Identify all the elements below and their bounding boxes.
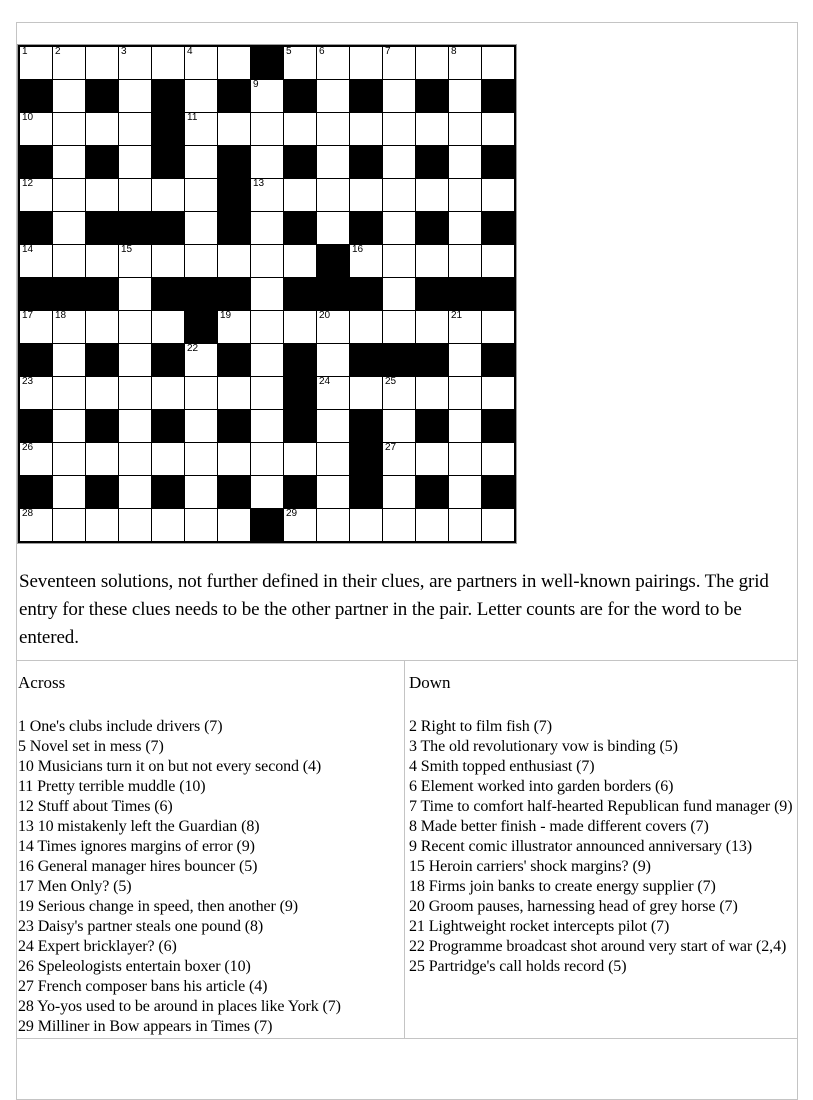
grid-cell-white: [284, 311, 316, 343]
grid-cell-black: [350, 80, 382, 112]
across-clue-5: 5 Novel set in mess (7): [18, 738, 164, 755]
grid-cell-white: [482, 509, 514, 541]
grid-cell-black: [350, 278, 382, 310]
grid-cell-white: [53, 245, 85, 277]
grid-cell-white: [119, 476, 151, 508]
grid-cell-white: [383, 113, 415, 145]
grid-cell-white: [185, 245, 217, 277]
grid-cell-white: [251, 146, 283, 178]
grid-cell-white: [119, 344, 151, 376]
grid-cell-black: [416, 80, 448, 112]
grid-cell-black: [482, 344, 514, 376]
down-clue-7: 7 Time to comfort half-hearted Republican fund manager (9): [409, 798, 793, 815]
grid-cell-white: [185, 476, 217, 508]
grid-cell-black: [251, 509, 283, 541]
grid-cell-white: [251, 344, 283, 376]
grid-cell-black: [482, 80, 514, 112]
across-clue-29: 29 Milliner in Bow appears in Times (7): [18, 1018, 273, 1035]
across-clue-19: 19 Serious change in speed, then another (9): [18, 898, 298, 915]
down-clue-15: 15 Heroin carriers' shock margins? (9): [409, 858, 651, 875]
grid-cell-white: [251, 80, 283, 112]
grid-cell-black: [20, 80, 52, 112]
grid-cell-white: [317, 311, 349, 343]
across-clue-23: 23 Daisy's partner steals one pound (8): [18, 918, 264, 935]
grid-cell-white: [86, 509, 118, 541]
grid-cell-white: [383, 311, 415, 343]
grid-cell-white: [416, 443, 448, 475]
grid-cell-black: [449, 278, 481, 310]
grid-cell-white: [317, 146, 349, 178]
grid-cell-white: [20, 113, 52, 145]
grid-cell-number: 9: [253, 79, 259, 90]
grid-cell-black: [350, 443, 382, 475]
grid-cell-number: 6: [319, 46, 325, 57]
grid-cell-white: [383, 179, 415, 211]
grid-cell-white: [383, 509, 415, 541]
grid-cell-black: [284, 146, 316, 178]
grid-cell-white: [284, 47, 316, 79]
across-clue-11: 11 Pretty terrible muddle (10): [18, 778, 206, 795]
grid-cell-black: [152, 113, 184, 145]
grid-cell-black: [218, 344, 250, 376]
grid-cell-number: 19: [220, 310, 232, 321]
grid-cell-white: [53, 476, 85, 508]
grid-cell-white: [53, 509, 85, 541]
grid-cell-white: [383, 47, 415, 79]
grid-cell-white: [119, 146, 151, 178]
grid-cell-white: [482, 47, 514, 79]
grid-cell-black: [482, 146, 514, 178]
grid-cell-black: [152, 278, 184, 310]
grid-cell-number: 10: [22, 112, 34, 123]
grid-cell-white: [185, 443, 217, 475]
grid-cell-white: [317, 509, 349, 541]
down-clue-20: 20 Groom pauses, harnessing head of grey horse (7): [409, 898, 738, 915]
grid-cell-number: 12: [22, 178, 34, 189]
grid-cell-white: [86, 179, 118, 211]
grid-cell-black: [284, 377, 316, 409]
grid-cell-white: [383, 410, 415, 442]
grid-cell-white: [53, 410, 85, 442]
grid-cell-white: [251, 377, 283, 409]
grid-cell-white: [53, 80, 85, 112]
grid-cell-number: 8: [451, 46, 457, 57]
grid-cell-white: [218, 245, 250, 277]
grid-cell-white: [53, 47, 85, 79]
grid-cell-white: [317, 377, 349, 409]
grid-cell-black: [20, 278, 52, 310]
grid-cell-white: [185, 113, 217, 145]
grid-cell-black: [284, 476, 316, 508]
grid-cell-white: [119, 113, 151, 145]
grid-cell-black: [86, 80, 118, 112]
grid-cell-white: [482, 377, 514, 409]
grid-cell-black: [416, 212, 448, 244]
crossword-grid: [18, 45, 516, 543]
grid-cell-black: [218, 179, 250, 211]
grid-cell-white: [350, 179, 382, 211]
grid-cell-white: [317, 476, 349, 508]
grid-cell-black: [86, 212, 118, 244]
grid-cell-white: [416, 47, 448, 79]
grid-cell-black: [185, 278, 217, 310]
grid-cell-white: [53, 344, 85, 376]
grid-cell-white: [152, 509, 184, 541]
grid-cell-black: [218, 80, 250, 112]
grid-cell-white: [383, 278, 415, 310]
grid-cell-black: [284, 80, 316, 112]
grid-cell-white: [416, 113, 448, 145]
across-clue-12: 12 Stuff about Times (6): [18, 798, 173, 815]
grid-cell-number: 22: [187, 343, 199, 354]
across-clue-17: 17 Men Only? (5): [18, 878, 132, 895]
grid-cell-white: [251, 278, 283, 310]
grid-cell-white: [185, 509, 217, 541]
grid-cell-white: [383, 245, 415, 277]
grid-cell-black: [317, 245, 349, 277]
grid-cell-white: [185, 179, 217, 211]
grid-cell-white: [449, 212, 481, 244]
grid-cell-white: [251, 443, 283, 475]
grid-cell-black: [152, 80, 184, 112]
down-clue-3: 3 The old revolutionary vow is binding (5): [409, 738, 678, 755]
grid-cell-black: [20, 410, 52, 442]
grid-cell-black: [350, 212, 382, 244]
grid-cell-white: [152, 47, 184, 79]
grid-cell-white: [449, 245, 481, 277]
grid-cell-white: [53, 179, 85, 211]
grid-cell-black: [86, 410, 118, 442]
grid-cell-black: [482, 476, 514, 508]
grid-cell-white: [20, 509, 52, 541]
grid-cell-white: [251, 113, 283, 145]
grid-cell-white: [86, 377, 118, 409]
down-clue-22: 22 Programme broadcast shot around very start of war (2,4): [409, 938, 787, 955]
grid-cell-black: [317, 278, 349, 310]
grid-cell-white: [284, 179, 316, 211]
grid-cell-white: [416, 245, 448, 277]
across-clue-13: 13 10 mistakenly left the Guardian (8): [18, 818, 260, 835]
down-column: [405, 661, 797, 1038]
grid-cell-black: [416, 278, 448, 310]
grid-cell-white: [152, 377, 184, 409]
grid-cell-white: [218, 113, 250, 145]
grid-cell-black: [20, 212, 52, 244]
grid-cell-white: [416, 377, 448, 409]
grid-cell-black: [152, 146, 184, 178]
grid-cell-number: 1: [22, 46, 28, 57]
grid-cell-white: [53, 311, 85, 343]
grid-cell-white: [317, 113, 349, 145]
grid-cell-white: [185, 80, 217, 112]
across-clue-28: 28 Yo-yos used to be around in places like York (7): [18, 998, 341, 1015]
grid-cell-white: [383, 476, 415, 508]
grid-cell-white: [218, 311, 250, 343]
grid-cell-white: [449, 146, 481, 178]
grid-cell-white: [284, 113, 316, 145]
grid-cell-white: [20, 47, 52, 79]
grid-cell-black: [482, 410, 514, 442]
grid-cell-white: [251, 311, 283, 343]
across-column: [17, 661, 405, 1038]
grid-cell-number: 16: [352, 244, 364, 255]
grid-cell-white: [218, 377, 250, 409]
grid-cell-black: [152, 212, 184, 244]
grid-cell-white: [53, 377, 85, 409]
grid-cell-white: [482, 443, 514, 475]
grid-cell-white: [416, 509, 448, 541]
across-heading: Across: [18, 673, 66, 692]
grid-cell-white: [119, 443, 151, 475]
grid-cell-number: 3: [121, 46, 127, 57]
grid-cell-number: 13: [253, 178, 265, 189]
down-clue-9: 9 Recent comic illustrator announced anniversary (13): [409, 838, 753, 855]
grid-cell-number: 26: [22, 442, 34, 453]
grid-cell-black: [152, 410, 184, 442]
grid-cell-white: [185, 410, 217, 442]
grid-cell-black: [185, 311, 217, 343]
grid-cell-number: 28: [22, 508, 34, 519]
grid-cell-black: [218, 278, 250, 310]
grid-cell-white: [20, 245, 52, 277]
grid-cell-number: 14: [22, 244, 34, 255]
grid-cell-black: [284, 212, 316, 244]
grid-cell-white: [350, 47, 382, 79]
grid-cell-white: [218, 47, 250, 79]
grid-cell-white: [350, 245, 382, 277]
grid-cell-white: [383, 212, 415, 244]
grid-cell-white: [152, 311, 184, 343]
grid-cell-white: [350, 311, 382, 343]
down-clue-2: 2 Right to film fish (7): [409, 718, 552, 735]
grid-cell-black: [383, 344, 415, 376]
grid-cell-white: [317, 443, 349, 475]
grid-cell-white: [449, 344, 481, 376]
grid-cell-black: [482, 212, 514, 244]
grid-cell-number: 7: [385, 46, 391, 57]
grid-cell-white: [86, 245, 118, 277]
across-clue-27: 27 French composer bans his article (4): [18, 978, 268, 995]
across-clue-16: 16 General manager hires bouncer (5): [18, 858, 258, 875]
grid-cell-number: 4: [187, 46, 193, 57]
down-clue-6: 6 Element worked into garden borders (6): [409, 778, 674, 795]
grid-cell-black: [284, 410, 316, 442]
grid-cell-white: [251, 245, 283, 277]
grid-cell-white: [251, 212, 283, 244]
grid-cell-black: [218, 410, 250, 442]
grid-cell-white: [284, 509, 316, 541]
empty-bottom-row: [17, 1039, 797, 1099]
grid-cell-white: [218, 509, 250, 541]
grid-cell-white: [251, 179, 283, 211]
grid-cell-white: [86, 47, 118, 79]
grid-cell-white: [317, 47, 349, 79]
grid-cell-black: [86, 344, 118, 376]
grid-cell-black: [416, 476, 448, 508]
grid-cell-black: [20, 344, 52, 376]
grid-cell-white: [383, 377, 415, 409]
grid-cell-white: [86, 311, 118, 343]
grid-cell-white: [449, 509, 481, 541]
grid-cell-white: [119, 377, 151, 409]
grid-cell-white: [152, 245, 184, 277]
grid-cell-white: [317, 344, 349, 376]
grid-cell-white: [350, 113, 382, 145]
grid-cell-black: [416, 146, 448, 178]
grid-cell-white: [482, 179, 514, 211]
grid-cell-white: [185, 377, 217, 409]
grid-cell-white: [317, 179, 349, 211]
grid-cell-number: 21: [451, 310, 463, 321]
grid-cell-white: [251, 410, 283, 442]
grid-cell-white: [350, 377, 382, 409]
grid-cell-black: [218, 146, 250, 178]
grid-cell-white: [416, 311, 448, 343]
grid-cell-white: [119, 410, 151, 442]
grid-cell-black: [416, 344, 448, 376]
puzzle-sheet: [16, 22, 798, 1100]
grid-cell-white: [416, 179, 448, 211]
grid-cell-white: [284, 443, 316, 475]
grid-cell-black: [53, 278, 85, 310]
grid-cell-white: [383, 146, 415, 178]
down-clue-25: 25 Partridge's call holds record (5): [409, 958, 627, 975]
grid-cell-white: [185, 344, 217, 376]
across-clue-list: [18, 717, 404, 1037]
grid-cell-white: [20, 311, 52, 343]
grid-cell-black: [218, 212, 250, 244]
grid-cell-white: [119, 278, 151, 310]
grid-cell-black: [284, 278, 316, 310]
down-clue-21: 21 Lightweight rocket intercepts pilot (7): [409, 918, 670, 935]
grid-cell-white: [119, 509, 151, 541]
grid-cell-white: [383, 80, 415, 112]
grid-cell-number: 17: [22, 310, 34, 321]
down-clue-18: 18 Firms join banks to create energy supplier (7): [409, 878, 716, 895]
grid-cell-white: [119, 311, 151, 343]
across-clue-14: 14 Times ignores margins of error (9): [18, 838, 255, 855]
grid-cell-black: [218, 476, 250, 508]
grid-cell-white: [185, 146, 217, 178]
grid-cell-white: [185, 212, 217, 244]
grid-cell-white: [119, 179, 151, 211]
grid-cell-number: 23: [22, 376, 34, 387]
grid-cell-white: [284, 245, 316, 277]
grid-cell-white: [449, 410, 481, 442]
grid-cell-white: [350, 509, 382, 541]
grid-cell-black: [416, 410, 448, 442]
grid-cell-black: [350, 146, 382, 178]
across-clue-10: 10 Musicians turn it on but not every second (4): [18, 758, 322, 775]
preamble-text: Seventeen solutions, not further defined in their clues, are partners in well-known pairings. The grid entry for these clues needs to be the other partner in the pair. Letter counts are for the word to be entered.: [19, 571, 769, 648]
grid-cell-white: [449, 377, 481, 409]
grid-cell-white: [20, 443, 52, 475]
down-heading: Down: [409, 673, 451, 692]
grid-cell-white: [482, 311, 514, 343]
grid-cell-number: 27: [385, 442, 397, 453]
grid-cell-white: [317, 410, 349, 442]
grid-cell-white: [317, 80, 349, 112]
clues-section: [17, 661, 797, 1039]
grid-cell-white: [449, 311, 481, 343]
grid-cell-number: 25: [385, 376, 397, 387]
down-clue-list: [409, 717, 797, 977]
grid-cell-number: 24: [319, 376, 331, 387]
grid-cell-white: [449, 47, 481, 79]
grid-cell-number: 29: [286, 508, 298, 519]
grid-cell-white: [86, 113, 118, 145]
grid-cell-white: [86, 443, 118, 475]
grid-cell-black: [86, 278, 118, 310]
grid-cell-white: [482, 113, 514, 145]
grid-cell-black: [251, 47, 283, 79]
grid-cell-white: [185, 47, 217, 79]
grid-cell-white: [449, 113, 481, 145]
across-clue-26: 26 Speleologists entertain boxer (10): [18, 958, 251, 975]
grid-cell-white: [53, 113, 85, 145]
grid-cell-number: 20: [319, 310, 331, 321]
grid-cell-white: [53, 443, 85, 475]
grid-cell-white: [53, 146, 85, 178]
grid-cell-white: [251, 476, 283, 508]
grid-cell-number: 15: [121, 244, 133, 255]
grid-cell-number: 18: [55, 310, 67, 321]
grid-cell-white: [20, 179, 52, 211]
grid-cell-white: [218, 443, 250, 475]
grid-cell-white: [449, 476, 481, 508]
grid-cell-white: [20, 377, 52, 409]
grid-cell-white: [119, 47, 151, 79]
grid-cell-number: 11: [187, 112, 198, 123]
grid-cell-black: [284, 344, 316, 376]
grid-cell-white: [53, 212, 85, 244]
across-clue-1: 1 One's clubs include drivers (7): [18, 718, 223, 735]
grid-cell-number: 5: [286, 46, 292, 57]
grid-cell-number: 2: [55, 46, 61, 57]
down-clue-4: 4 Smith topped enthusiast (7): [409, 758, 595, 775]
grid-cell-black: [350, 476, 382, 508]
grid-cell-white: [152, 179, 184, 211]
grid-cell-white: [152, 443, 184, 475]
grid-cell-white: [119, 245, 151, 277]
grid-cell-black: [86, 476, 118, 508]
grid-cell-white: [119, 80, 151, 112]
grid-cell-black: [350, 410, 382, 442]
grid-cell-black: [152, 344, 184, 376]
grid-cell-black: [86, 146, 118, 178]
down-clue-8: 8 Made better finish - made different covers (7): [409, 818, 709, 835]
puzzle-top-section: [17, 23, 797, 661]
grid-cell-black: [482, 278, 514, 310]
grid-cell-white: [317, 212, 349, 244]
grid-cell-black: [350, 344, 382, 376]
grid-cell-white: [482, 245, 514, 277]
grid-cell-white: [383, 443, 415, 475]
grid-cell-black: [152, 476, 184, 508]
grid-cell-white: [449, 80, 481, 112]
grid-cell-black: [20, 146, 52, 178]
across-clue-24: 24 Expert bricklayer? (6): [18, 938, 177, 955]
grid-cell-black: [119, 212, 151, 244]
grid-cell-white: [449, 443, 481, 475]
grid-cell-white: [449, 179, 481, 211]
grid-cell-black: [20, 476, 52, 508]
